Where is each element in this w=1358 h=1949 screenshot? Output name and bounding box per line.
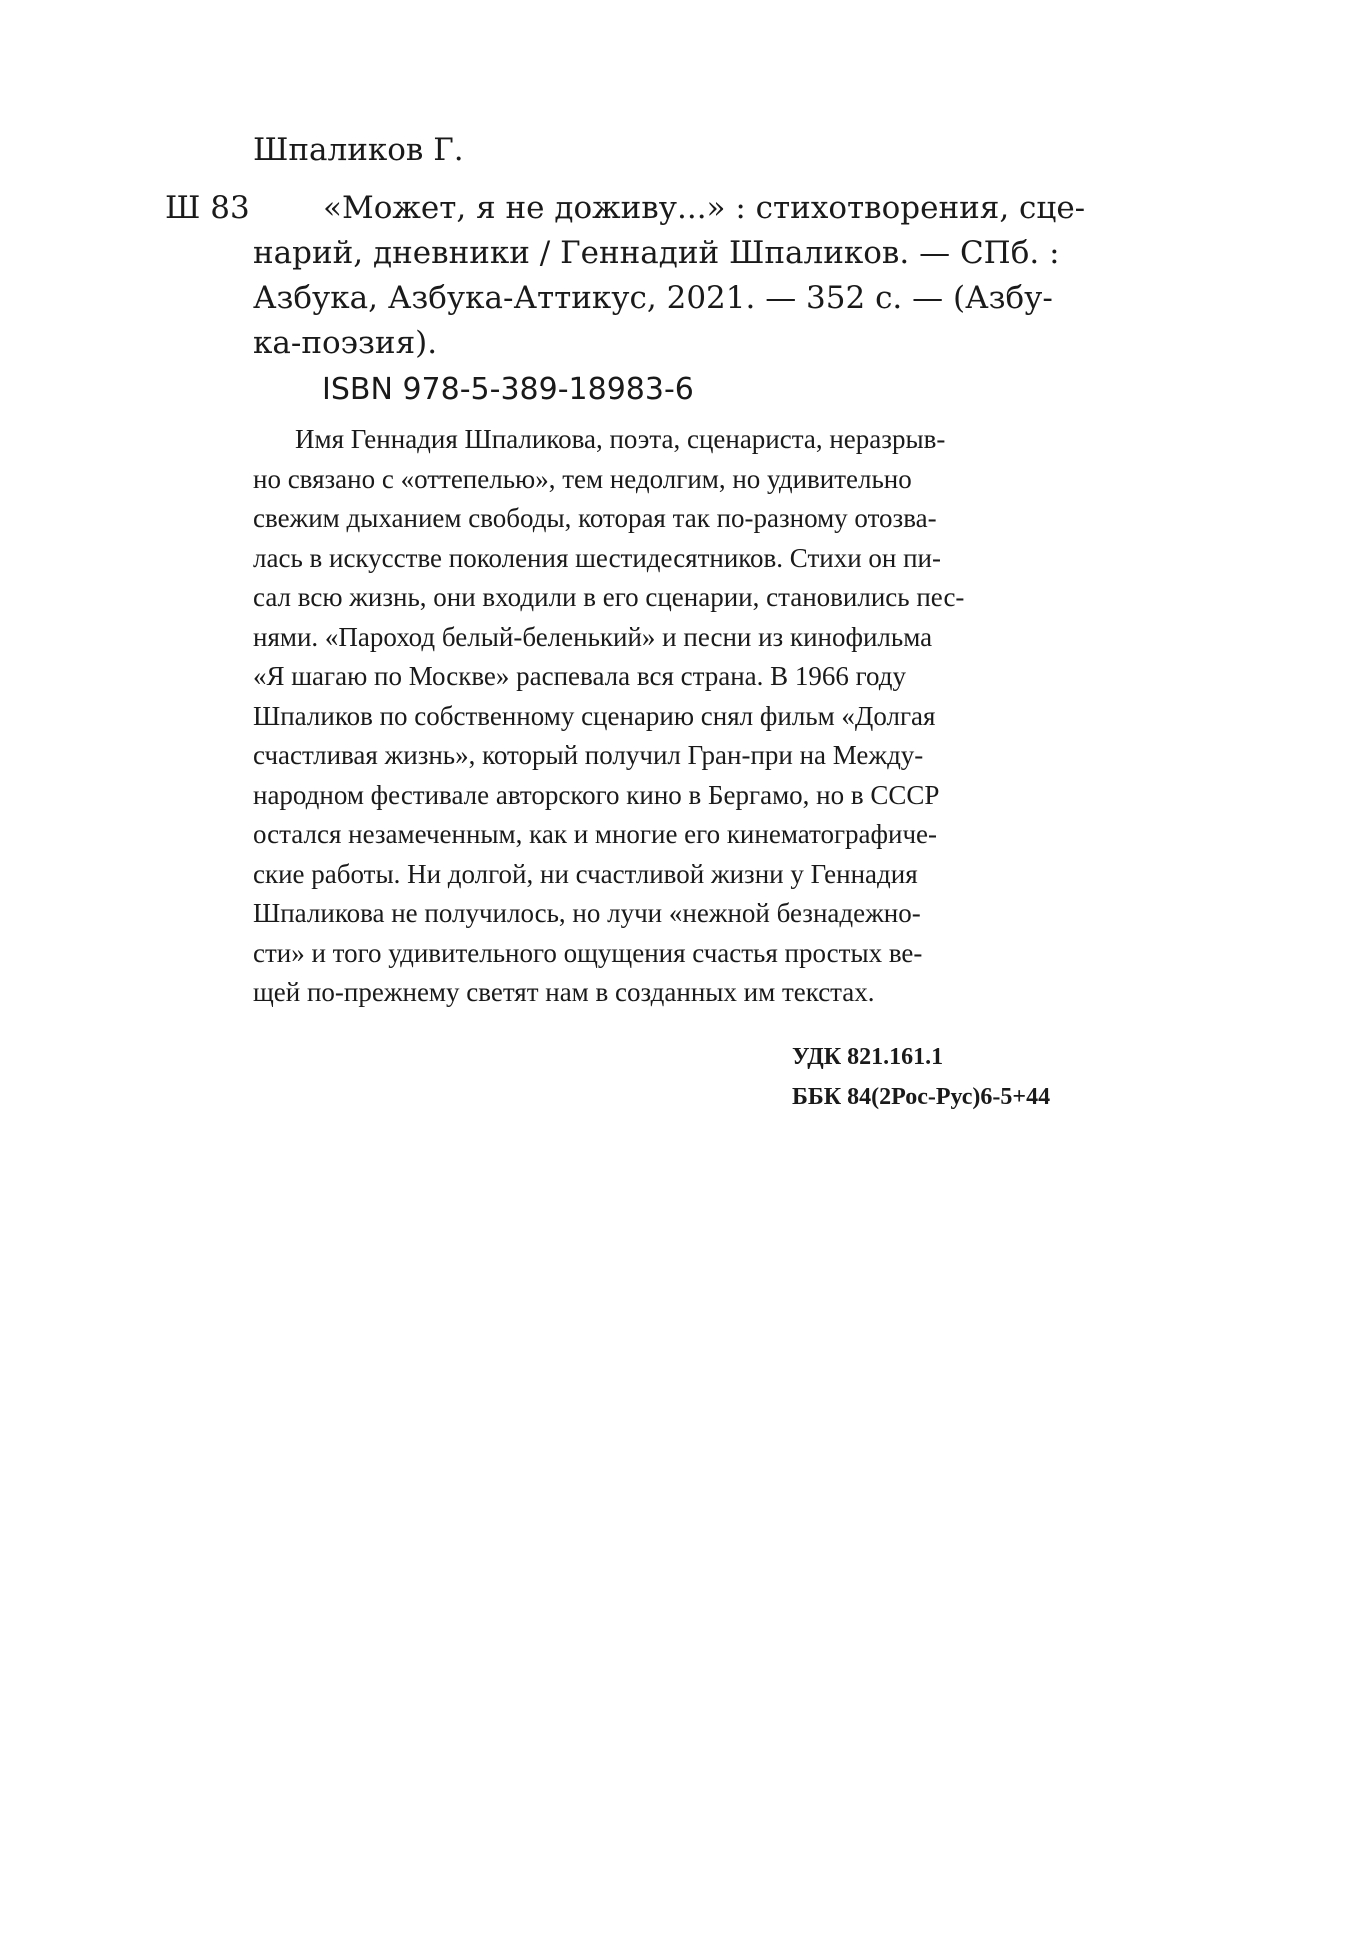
title-line: «Может, я не доживу...» : стихотворения, сце-: [323, 190, 1086, 226]
title-line: нарий, дневники / Геннадий Шпаликов. — СПб. :: [253, 235, 1060, 271]
annotation: [253, 420, 1143, 1013]
annotation-line: остался незамеченным, как и многие его кинематографиче-: [253, 819, 938, 849]
annotation-line: народном фестивале авторского кино в Бергамо, но в СССР: [253, 779, 940, 810]
annotation-line: счастливая жизнь», который получил Гран-при на Между-: [253, 740, 924, 770]
annotation-line: но связано с «оттепелью», тем недолгим, но удивительно: [253, 463, 912, 494]
annotation-line: сал всю жизнь, они входили в его сценарии, становились пес-: [253, 582, 965, 612]
udk-code: УДК 821.161.1: [792, 1044, 944, 1070]
annotation-line: ские работы. Ни долгой, ни счастливой жизни у Геннадия: [253, 858, 918, 889]
annotation-line: щей по-прежнему светят нам в созданных им текстах.: [253, 977, 875, 1007]
classification-codes: [792, 1037, 1050, 1117]
annotation-line: Имя Геннадия Шпаликова, поэта, сценариста, неразрыв-: [295, 424, 946, 454]
author-heading: Шпаликов Г.: [253, 132, 464, 168]
annotation-line: Шпаликова не получилось, но лучи «нежной безнадежно-: [253, 898, 921, 928]
annotation-line: сти» и того удивительного ощущения счастья простых ве-: [253, 937, 923, 968]
annotation-line: лась в искусстве поколения шестидесятников. Стихи он пи-: [253, 542, 941, 573]
bbk-code: ББК 84(2Рос-Рус)6-5+44: [792, 1084, 1051, 1110]
bibliographic-description: [253, 186, 1143, 366]
annotation-line: «Я шагаю по Москве» распевала вся страна. В 1966 году: [253, 661, 907, 691]
annotation-line: нями. «Пароход белый-беленький» и песни из кинофильма: [253, 621, 933, 652]
title-line: Азбука, Азбука-Аттикус, 2021. — 352 с. — (Азбу-: [253, 280, 1053, 316]
annotation-line: свежим дыханием свободы, которая так по-разному отозва-: [253, 503, 937, 533]
title-line: ка-поэзия).: [253, 325, 438, 361]
annotation-line: Шпаликов по собственному сценарию снял фильм «Долгая: [253, 700, 936, 731]
author-code: Ш 83: [165, 190, 250, 226]
isbn: ISBN 978-5-389-18983-6: [322, 372, 694, 407]
